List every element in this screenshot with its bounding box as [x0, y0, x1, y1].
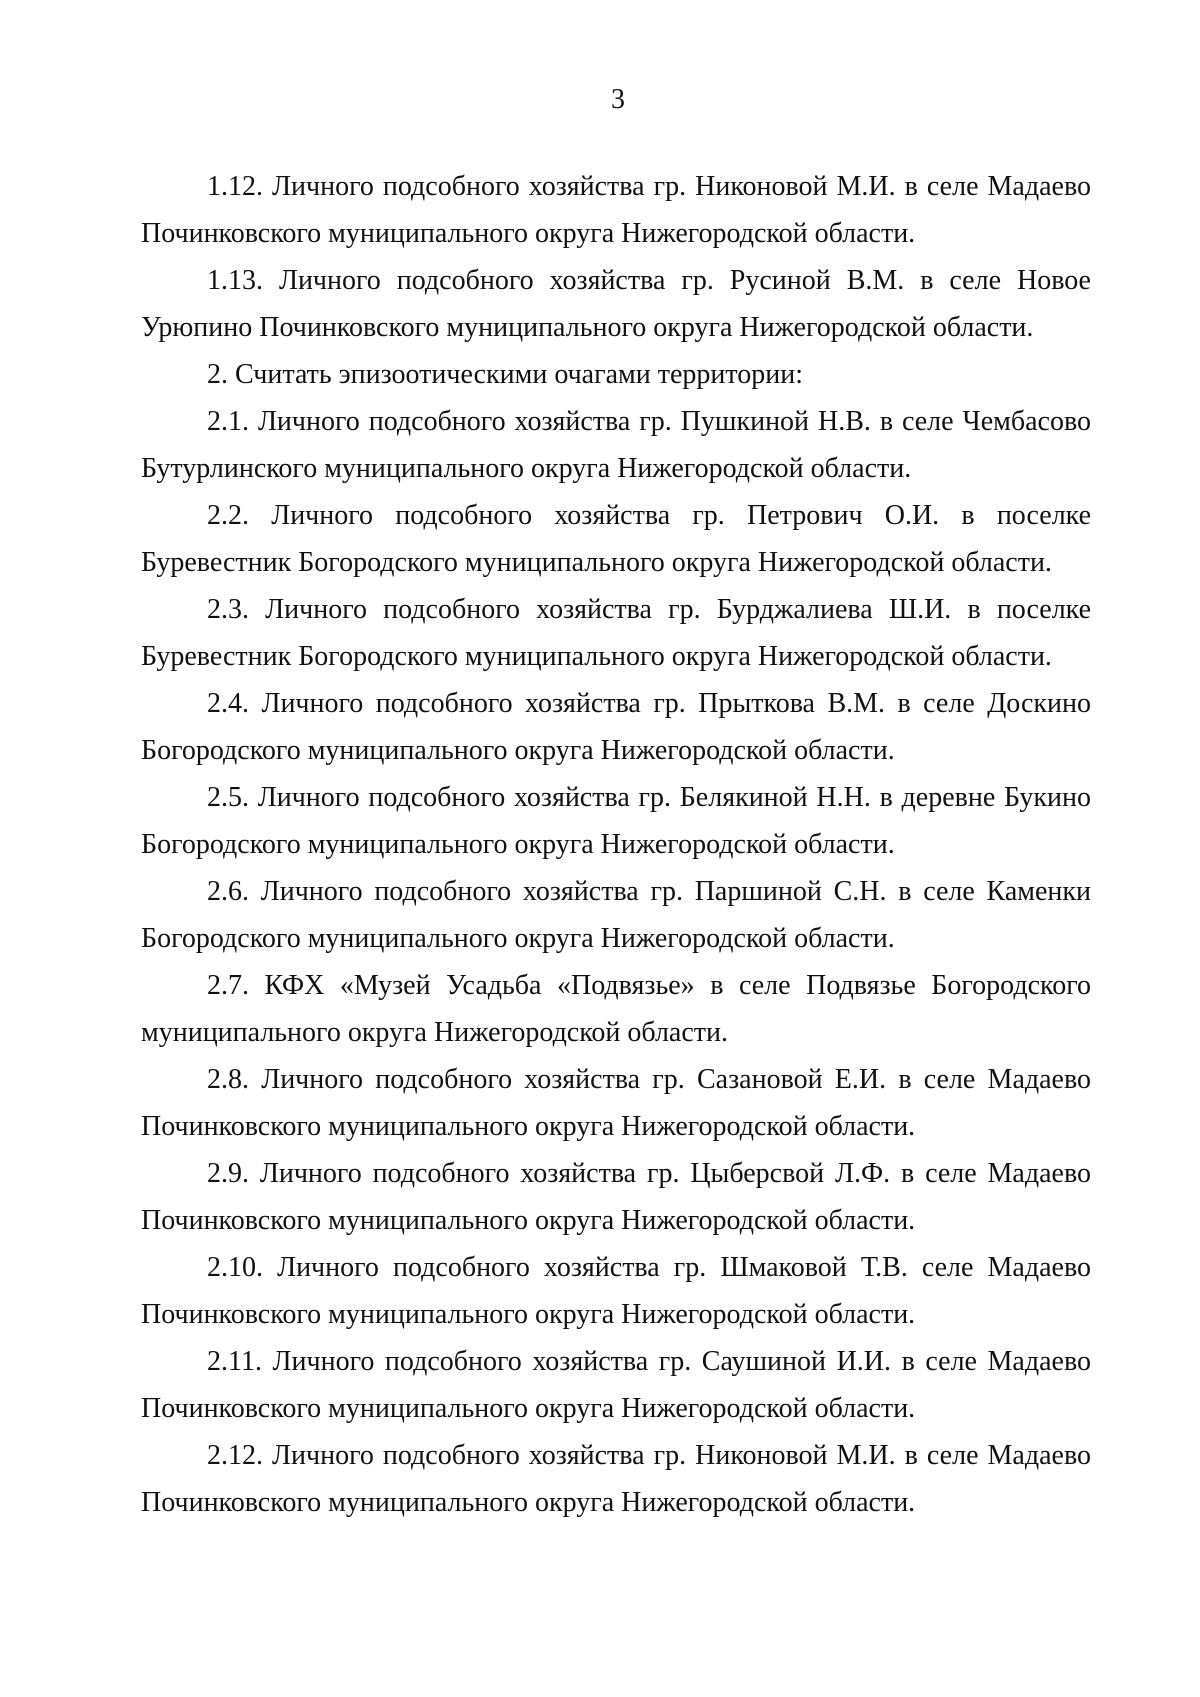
- paragraph-2-12: 2.12. Личного подсобного хозяйства гр. Никоновой М.И. в селе Мадаево Починковского муниципального округа Нижегородской области.: [141, 1440, 1091, 1518]
- paragraph-2-6: 2.6. Личного подсобного хозяйства гр. Паршиной С.Н. в селе Каменки Богородского муниципального округа Нижегородской области.: [141, 876, 1091, 954]
- paragraph-2-9: 2.9. Личного подсобного хозяйства гр. Цыберсвой Л.Ф. в селе Мадаево Починковского муниципального округа Нижегородской области.: [141, 1158, 1091, 1236]
- paragraph-1-13: 1.13. Личного подсобного хозяйства гр. Русиной В.М. в селе Новое Урюпино Починковского муниципального округа Нижегородской области.: [141, 265, 1091, 343]
- paragraph-2: 2. Считать эпизоотическими очагами территории:: [207, 359, 803, 390]
- paragraph-1-12: 1.12. Личного подсобного хозяйства гр. Никоновой М.И. в селе Мадаево Починковского муниципального округа Нижегородской области.: [141, 171, 1091, 249]
- page-number: 3: [611, 84, 625, 115]
- paragraph-2-5: 2.5. Личного подсобного хозяйства гр. Белякиной Н.Н. в деревне Букино Богородского муниципального округа Нижегородской области.: [141, 782, 1091, 860]
- paragraph-2-3: 2.3. Личного подсобного хозяйства гр. Бурджалиева Ш.И. в поселке Буревестник Богородского муниципального округа Нижегородской области.: [141, 594, 1091, 672]
- paragraph-2-10: 2.10. Личного подсобного хозяйства гр. Шмаковой Т.В. селе Мадаево Починковского муниципального округа Нижегородской области.: [141, 1252, 1091, 1330]
- paragraph-2-8: 2.8. Личного подсобного хозяйства гр. Сазановой Е.И. в селе Мадаево Починковского муниципального округа Нижегородской области.: [141, 1064, 1091, 1142]
- paragraph-2-1: 2.1. Личного подсобного хозяйства гр. Пушкиной Н.В. в селе Чембасово Бутурлинского муниципального округа Нижегородской области.: [141, 406, 1091, 484]
- document-body: [141, 163, 1091, 1526]
- paragraph-2-7: 2.7. КФХ «Музей Усадьба «Подвязье» в селе Подвязье Богородского муниципального округа Нижегородской области.: [141, 970, 1091, 1048]
- paragraph-2-4: 2.4. Личного подсобного хозяйства гр. Прыткова В.М. в селе Доскино Богородского муниципального округа Нижегородской области.: [141, 688, 1091, 766]
- paragraph-2-2: 2.2. Личного подсобного хозяйства гр. Петрович О.И. в поселке Буревестник Богородского муниципального округа Нижегородской области.: [141, 500, 1091, 578]
- paragraph-2-11: 2.11. Личного подсобного хозяйства гр. Саушиной И.И. в селе Мадаево Починковского муниципального округа Нижегородской области.: [141, 1346, 1091, 1424]
